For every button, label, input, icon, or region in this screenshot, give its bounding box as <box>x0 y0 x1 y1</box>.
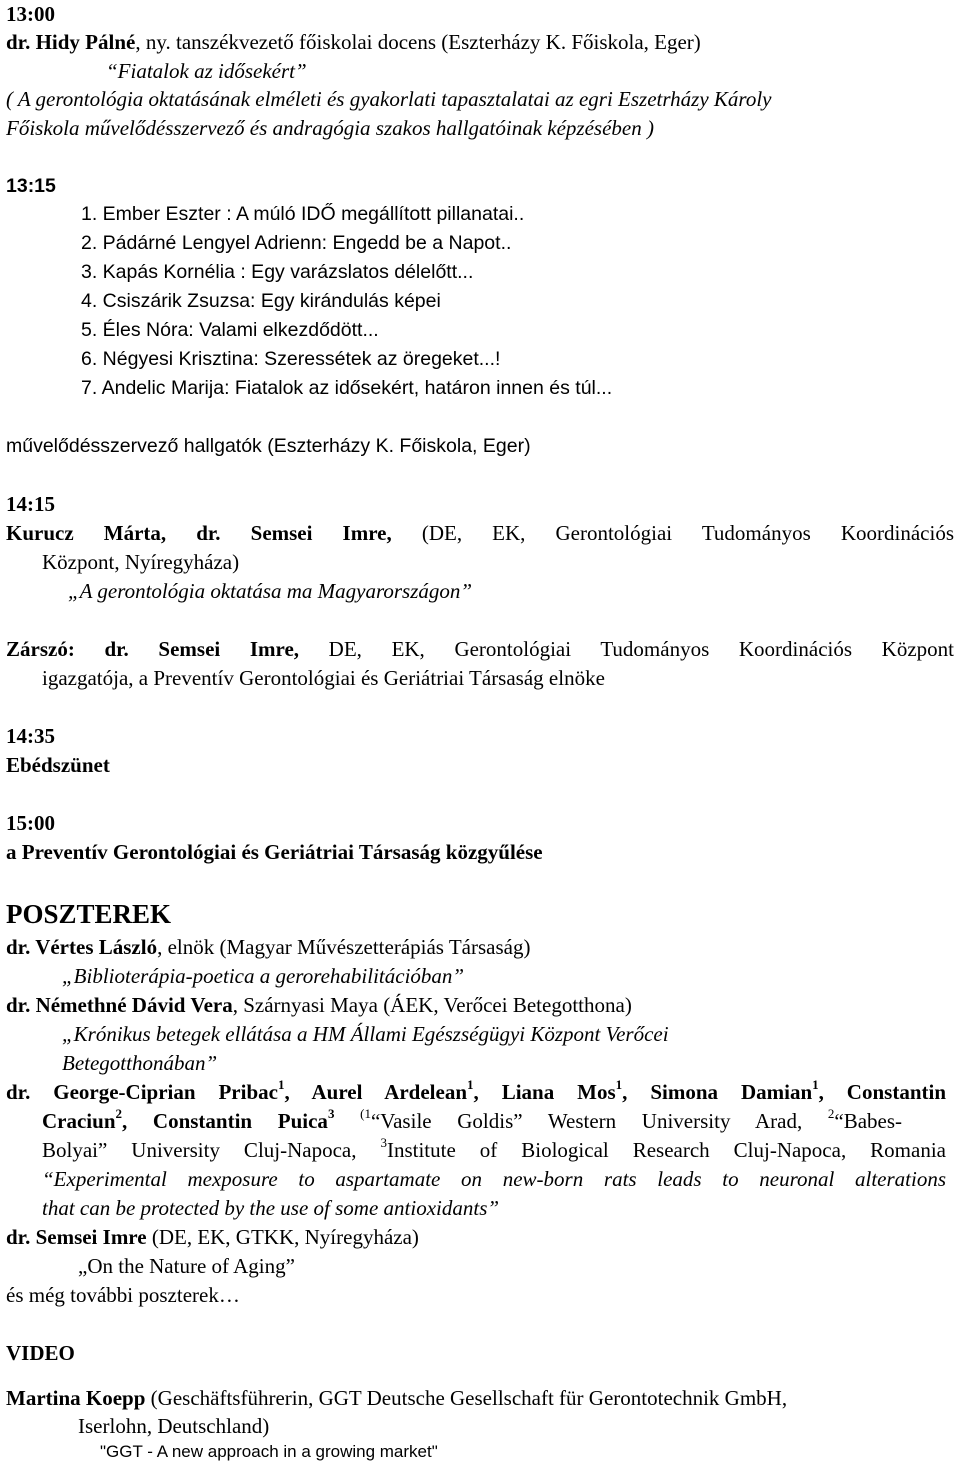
session-time: 14:35 <box>6 724 55 748</box>
video-title: "GGT - A new approach in a growing market" <box>100 1442 438 1461</box>
author-name: Craciun <box>42 1109 116 1133</box>
author-affiliation: , Szárnyasi Maya (ÁEK, Verőcei Betegotthona) <box>232 993 632 1017</box>
session-speaker <box>6 519 954 547</box>
affiliation-marker: 1 <box>615 1077 623 1092</box>
speaker-affiliation: Iserlohn, Deutschland) <box>78 1414 270 1438</box>
poster-author <box>6 1223 419 1251</box>
closing-label: Zárszó: dr. Semsei Imre, <box>6 637 300 661</box>
list-item: 5. Éles Nóra: Valami elkezdődött... <box>81 319 379 341</box>
author-affiliation: (DE, EK, GTKK, Nyíregyháza) <box>146 1225 419 1249</box>
session-time: 15:00 <box>6 811 55 835</box>
video-speaker <box>6 1384 787 1412</box>
talk-description: ( A gerontológia oktatásának elméleti és gyakorlati tapasztalatai az egri Eszetrházy Károly <box>6 87 772 111</box>
video-heading: VIDEO <box>6 1341 75 1365</box>
author-affiliation: Institute of Biological Research Cluj-Napoca, Romania <box>386 1138 946 1162</box>
session-time: 13:15 <box>6 175 56 197</box>
poster-title: that can be protected by the use of some antioxidants” <box>42 1196 500 1220</box>
author-name: , Simona Damian <box>622 1080 813 1104</box>
poster-title: “Experimental mexposure to aspartamate on new-born rats leads to neuronal alterations <box>42 1167 946 1191</box>
session-time: 13:00 <box>6 2 55 26</box>
talk-description: Főiskola művelődésszervező és andragógia szakos hallgatóinak képzésében ) <box>6 116 654 140</box>
author-name: dr. George-Ciprian Pribac <box>6 1080 278 1104</box>
lunch-label: Ebédszünet <box>6 753 110 777</box>
author-name: , Constantin <box>818 1080 947 1104</box>
more-posters: és még további poszterek… <box>6 1283 240 1307</box>
author-name: dr. Semsei Imre <box>6 1225 147 1249</box>
speaker-name: Martina Koepp <box>6 1386 146 1410</box>
author-name: , Aurel Ardelean <box>284 1080 468 1104</box>
speaker-affiliation: (Geschäftsführerin, GGT Deutsche Gesellschaft für Gerontotechnik GmbH, <box>145 1386 788 1410</box>
list-item: 2. Pádárné Lengyel Adrienn: Engedd be a Napot.. <box>81 232 512 254</box>
author-affiliation: , elnök (Magyar Művészetterápiás Társaság) <box>157 935 531 959</box>
author-affiliation: “Vasile Goldis” Western University Arad, <box>370 1109 828 1133</box>
list-item: 7. Andelic Marija: Fiatalok az idősekért, határon innen és túl... <box>81 377 613 399</box>
session-time: 14:15 <box>6 492 55 516</box>
poster-author <box>42 1107 902 1135</box>
poster-author <box>6 1078 946 1106</box>
affiliation-marker: 3 <box>327 1106 335 1121</box>
session-speaker <box>6 28 701 56</box>
closing-affiliation: DE, EK, Gerontológiai Tudományos Koordinációs Központ <box>299 637 954 661</box>
list-item: 6. Négyesi Krisztina: Szeressétek az öregeket...! <box>81 348 501 370</box>
poster-affiliation <box>42 1136 946 1164</box>
list-item: 3. Kapás Kornélia : Egy varázslatos délelőtt... <box>81 261 474 283</box>
speaker-name: dr. Hidy Pálné <box>6 30 136 54</box>
closing-remarks <box>6 635 954 663</box>
affiliation-marker: 2 <box>115 1106 122 1121</box>
speaker-name: Kurucz Márta, dr. Semsei Imre, <box>6 521 392 545</box>
affiliation-marker: 1 <box>467 1077 474 1092</box>
poster-title: „Krónikus betegek ellátása a HM Állami Egészségügyi Központ Verőcei <box>62 1022 669 1046</box>
assembly-label: a Preventív Gerontológiai és Geriátriai Társaság közgyűlése <box>6 840 543 864</box>
affiliation-marker: 1 <box>812 1077 819 1092</box>
poster-author <box>6 991 632 1019</box>
talk-title: “Fiatalok az idősekért” <box>106 59 307 83</box>
list-item: 4. Csiszárik Zsuzsa: Egy kirándulás képei <box>81 290 441 312</box>
speaker-affiliation: Központ, Nyíregyháza) <box>42 550 240 574</box>
affiliation-marker: 3 <box>380 1135 387 1150</box>
list-footer: művelődésszervező hallgatók (Eszterházy K. Főiskola, Eger) <box>6 435 531 457</box>
author-affiliation: “Babes- <box>834 1109 903 1133</box>
author-name: , Liana Mos <box>473 1080 616 1104</box>
closing-affiliation: igazgatója, a Preventív Gerontológiai és Geriátriai Társaság elnöke <box>42 666 605 690</box>
poster-title: „Biblioterápia-poetica a gerorehabilitációban” <box>62 964 465 988</box>
poster-author <box>6 933 530 961</box>
speaker-affiliation: (DE, EK, Gerontológiai Tudományos Koordinációs <box>391 521 954 545</box>
speaker-affiliation: , ny. tanszékvezető főiskolai docens (Eszterházy K. Főiskola, Eger) <box>135 30 701 54</box>
author-name: dr. Vértes László <box>6 935 158 959</box>
affiliation-marker: (1 <box>360 1106 371 1121</box>
author-name: , Constantin Puica <box>122 1109 328 1133</box>
affiliation-marker: 2 <box>827 1106 835 1121</box>
posters-heading: POSZTEREK <box>6 899 172 929</box>
list-item: 1. Ember Eszter : A múló IDŐ megállított pillanatai.. <box>81 203 525 225</box>
author-affiliation: Bolyai” University Cluj-Napoca, <box>42 1138 381 1162</box>
poster-title: Betegotthonában” <box>62 1051 218 1075</box>
author-name: dr. Némethné Dávid Vera <box>6 993 233 1017</box>
talk-title: „A gerontológia oktatása ma Magyarországon” <box>68 579 473 603</box>
poster-title: „On the Nature of Aging” <box>78 1254 295 1278</box>
affiliation-marker: 1 <box>277 1077 285 1092</box>
